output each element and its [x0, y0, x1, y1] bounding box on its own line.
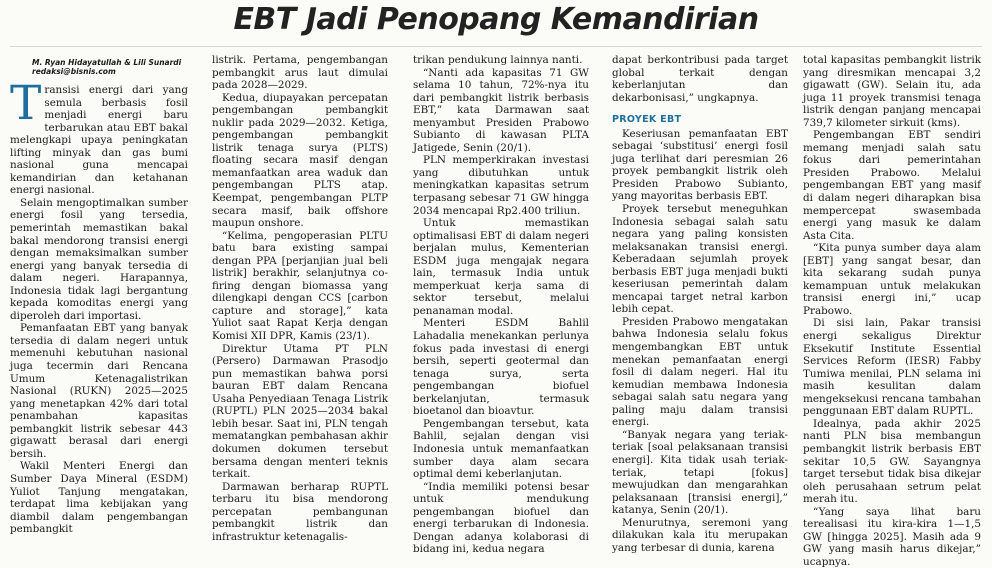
- paragraph: trikan pendukung lainnya nanti.: [413, 54, 583, 66]
- paragraph: Di sisi lain, Pakar transisi energi sekaligus Direktur Eksekutif Institute Essential Services Reform (IESR) Fabby Tumiwa menilai, PLN selama ini masih kesulitan dalam mengeksekusi rencana tambahan penggunaan EBT dalam RUPTL.: [803, 317, 981, 418]
- headline-divider: [10, 46, 982, 47]
- column-4: [612, 54, 788, 560]
- paragraph: total kapasitas pembangkit listrik yang diresmikan mencapai 3,2 gigawatt (GW). Selain itu, ada juga 11 proyek transmisi tenaga listrik dengan panjang mencapai 739,7 kilometer sirkuit (kms).: [803, 54, 981, 129]
- byline-email: redaksi@bisnis.com: [32, 67, 116, 76]
- paragraph: “Kita punya sumber daya alam [EBT] yang sangat besar, dan kita sekarang sudah punya kemampuan untuk melakukan transisi energi ini,” ucap Prabowo.: [803, 242, 981, 317]
- headline: EBT Jadi Penopang Kemandirian: [233, 2, 759, 37]
- paragraph: Selain mengoptimalkan sumber energi fosil yang tersedia, pemerintah memastikan bakal bakal mendorong transisi energi dengan memaksimalkan sumber energi yang banyak tersedia di dalam negeri. Harapannya, Indonesia tidak lagi bergantung kepada komoditas energi yang diperoleh dari importasi.: [10, 196, 188, 322]
- paragraph: Proyek tersebut meneguhkan Indonesia sebagai salah satu negara yang paling konsisten melaksanakan transisi energi. Keberadaan sejumlah proyek berbasis EBT juga menjadi bukti keseriusan pemerintah dalam mencapai target netral karbon lebih cepat.: [612, 203, 788, 316]
- paragraph: Darmawan berharap RUPTL terbaru itu bisa mendorong percepatan pembangunan pembangkit listrik dan infrastruktur ketenagalis-: [212, 480, 388, 543]
- byline: [32, 58, 188, 76]
- section-subhead: PROYEK EBT: [612, 114, 682, 126]
- column-2: [212, 54, 388, 560]
- paragraph: dapat berkontribusi pada target global terkait dengan keberlanjutan dan dekarbonisasi,” ungkapnya.: [612, 54, 788, 104]
- column-5: [803, 54, 981, 568]
- paragraph: “Kelima, pengoperasian PLTU batu bara existing sampai dengan PPA [perjanjian jual beli listrik] berakhir, selanjutnya co-firing dengan biomassa yang dilengkapi dengan CCS [carbon capture and storage],” kata Yuliot saat Rapat Kerja dengan Komisi XII DPR, Kamis (23/1).: [212, 229, 388, 343]
- paragraph: Presiden Prabowo mengatakan bahwa Indonesia selalu fokus mengembangkan EBT untuk menekan pemanfaatan energi fosil di dalam negeri. Hal itu kemudian membawa Indonesia sebagai salah satu negara yang paling maju dalam transisi energi.: [612, 315, 788, 429]
- paragraph: Direktur Utama PT PLN (Persero) Darmawan Prasodjo pun memastikan bahwa porsi bauran EBT dalam Rencana Usaha Penyediaan Tenaga Listrik (RUPTL) PLN 2025—2034 bakal lebih besar. Saat ini, PLN tengah mematangkan pembahasan akhir dokumen dokumen tersebut bersama dengan menteri teknis terkait.: [212, 342, 388, 481]
- dropcap: T: [10, 76, 42, 131]
- paragraph: Kedua, diupayakan percepatan pengembangan pembangkit nuklir pada 2029—2032. Ketiga, pengembangan pembangkit listrik tenaga surya (PLTS) floating secara masif dengan memanfaatkan area waduk dan pengembangan PLTS atap. Keempat, pengembangan PLTP secara masif, baik offshore maupun onshore.: [212, 91, 388, 230]
- paragraph: [10, 76, 188, 197]
- paragraph: listrik. Pertama, pengembangan pembangkit arus laut dimulai pada 2028—2029.: [212, 54, 388, 92]
- byline-authors: M. Ryan Hidayatullah & Lili Sunardi: [32, 58, 182, 67]
- paragraph: Wakil Menteri Energi dan Sumber Daya Mineral (ESDM) Yuliot Tanjung mengatakan, terdapat lima kebijakan yang diambil dalam pengembangan pembangkit: [10, 460, 188, 536]
- paragraph: Pemanfaatan EBT yang banyak tersedia di dalam negeri untuk memenuhi kebutuhan nasional juga tecermin dari Rencana Umum Ketenagalistrikan Nasional (RUKN) 2025—2025 yang menetapkan 42% dari total penambahan kapasitas pembangkit listrik sebesar 443 gigawatt berasal dari energi bersih.: [10, 322, 188, 460]
- paragraph: PLN memperkirakan investasi yang dibutuhkan untuk meningkatkan kapasitas setrum terpasang sebesar 71 GW hingga 2034 mencapai Rp2.400 triliun.: [413, 154, 589, 217]
- paragraph: Keseriusan pemanfaatan EBT sebagai ‘substitusi’ energi fosil juga terlihat dari peresmian 26 proyek pembangkit listrik oleh Presiden Prabowo Subianto, yang mayoritas berbasis EBT.: [612, 127, 788, 203]
- paragraph: Pengembangan EBT sendiri memang menjadi salah satu fokus dari pemerintahan Presiden Prabowo. Melalui pengembangan EBT yang masif di dalam negeri diharapkan bisa mempercepat swasembada energi yang masuk ke dalam Asta Cita.: [803, 129, 981, 242]
- column-3: [413, 54, 589, 560]
- paragraph: Idealnya, pada akhir 2025 nanti PLN bisa membangun pembangkit listrik berbasis EBT sekitar 10,5 GW. Sayangnya target tersebut tidak bisa dikejar oleh perusahaan setrum pelat merah itu.: [803, 417, 981, 506]
- paragraph: Untuk memastikan optimalisasi EBT di dalam negeri berjalan mulus, Kementerian ESDM juga mengajak negara lain, termasuk India untuk memperkuat kerja sama di sektor tersebut, melalui penanaman modal.: [413, 217, 589, 317]
- paragraph: “Banyak negara yang teriak-teriak [soal pelaksanaan transisi energi]. Kita tidak usah teriak-teriak, tetapi [fokus] mewujudkan dan mengarahkan pelaksanaan [transisi energi],” katanya, Senin (20/1).: [612, 428, 788, 517]
- paragraph: “India memiliki potensi besar untuk mendukung pengembangan biofuel dan energi terbarukan di Indonesia. Dengan adanya kolaborasi di bidang ini, kedua negara: [413, 480, 589, 556]
- paragraph: Menteri ESDM Bahlil Lahadalia menekankan perlunya fokus pada investasi di energi bersih, seperti geotermal dan tenaga surya, serta pengembangan biofuel berkelanjutan, termasuk bioetanol dan bioavtur.: [413, 317, 589, 418]
- paragraph-text: ransisi energi dari yang semula berbasis fosil menjadi energi baru terbarukan atau EBT bakal melengkapi upaya peningkatan lifting minyak dan gas bumi nasional guna mencapai kemandirian dan ketahanan energi nasional.: [10, 84, 188, 197]
- paragraph: Pengembangan tersebut, kata Bahlil, sejalan dengan visi Indonesia untuk memanfaatkan sumber daya alam secara optimal demi keberlanjutan.: [413, 417, 589, 481]
- paragraph: “Yang saya lihat baru terealisasi itu kira-kira 1—1,5 GW [hingga 2025]. Masih ada 9 GW yang masih harus dikejar,” ucapnya.: [803, 505, 981, 568]
- column-1: [10, 58, 188, 564]
- paragraph: Menurutnya, seremoni yang dilakukan kala itu merupakan yang terbesar di dunia, karena: [612, 516, 788, 554]
- paragraph: “Nanti ada kapasitas 71 GW selama 10 tahun, 72%-nya itu dari pembangkit listrik berbasis EBT,” kata Darmawan saat menyambut Presiden Prabowo Subianto di kawasan PLTA Jatigede, Senin (20/1).: [413, 66, 589, 154]
